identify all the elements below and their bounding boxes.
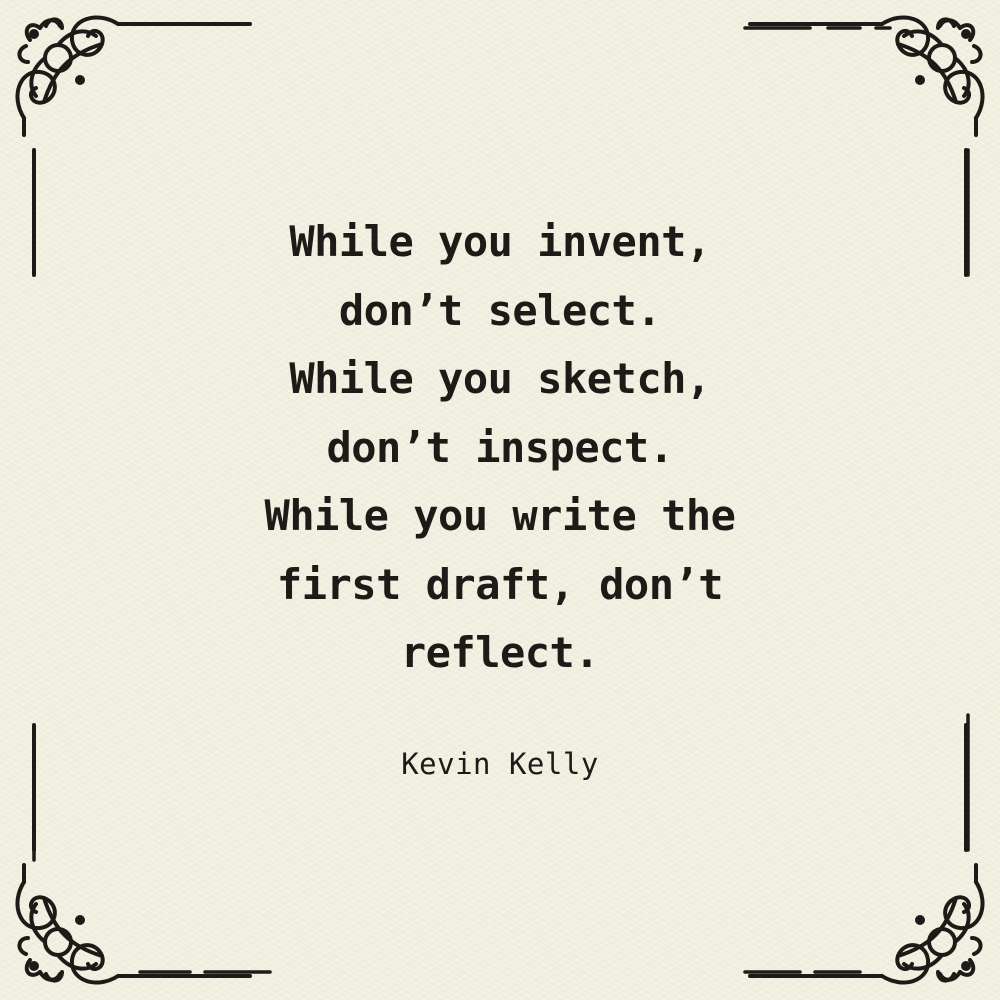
quote-line: don’t select.	[338, 285, 662, 335]
quote-line: While you write the	[264, 491, 736, 540]
flourish-corner-icon-bottom-right	[750, 725, 983, 983]
quote-text	[100, 208, 900, 688]
quote-line: While you sketch,	[289, 354, 711, 403]
flourish-corner-icon-bottom-left	[17, 725, 250, 983]
quote-author: Kevin Kelly	[401, 747, 599, 781]
quote-line: don’t inspect.	[326, 422, 674, 472]
quote-line: While you invent,	[289, 217, 711, 266]
quote-line: reflect.	[400, 628, 600, 677]
quote-line: first draft, don’t	[276, 559, 724, 609]
